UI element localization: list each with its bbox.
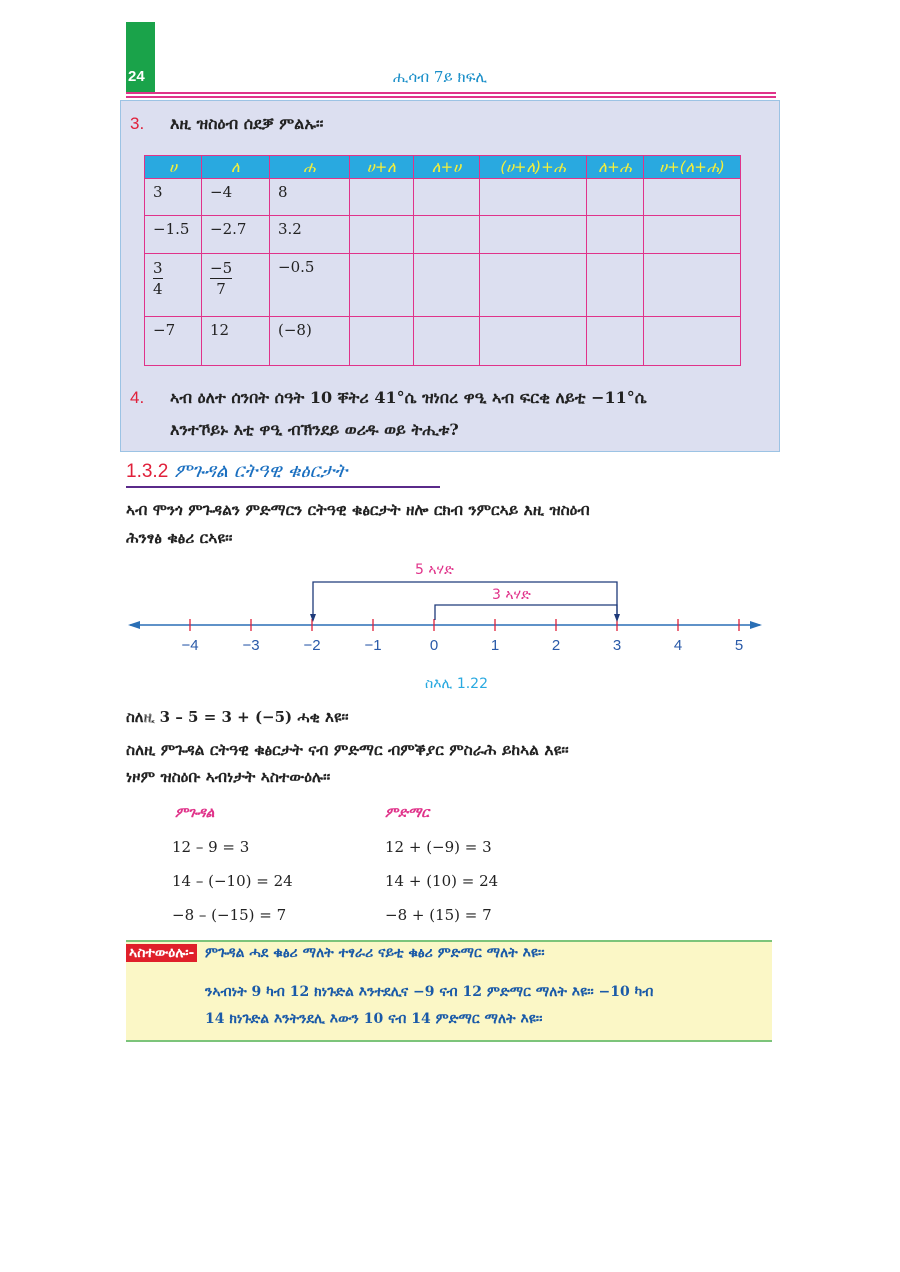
question-number: 4. <box>130 388 145 407</box>
fraction: $\frac{-5}{7}$ <box>210 259 233 298</box>
cell: −4 <box>202 179 270 216</box>
cell: (−8) <box>270 317 350 366</box>
column-header: ሀ+ለ <box>350 156 414 179</box>
cell: 12 <box>202 317 270 366</box>
table-row <box>145 179 741 216</box>
cell: 8 <box>270 179 350 216</box>
tick-label: −4 <box>181 637 199 654</box>
arrow-down-icon <box>310 614 316 622</box>
tick-label: 4 <box>673 637 683 654</box>
table-row <box>145 216 741 254</box>
section-number: 1.3.2 <box>126 461 169 482</box>
column-header: ሀ <box>145 156 202 179</box>
addition-heading: ምድማር <box>385 805 429 821</box>
page-number: 24 <box>128 68 145 85</box>
addition-example: −8 + (15) = 7 <box>385 906 492 924</box>
cell: −2.7 <box>202 216 270 254</box>
cell: −1.5 <box>145 216 202 254</box>
table-header-row <box>145 156 741 179</box>
number-line-figure <box>0 550 900 700</box>
column-header: ለ <box>202 156 270 179</box>
column-header: ሐ <box>270 156 350 179</box>
header-rule <box>126 92 776 94</box>
tick-label: −2 <box>303 637 321 654</box>
bracket-3-units <box>435 605 617 620</box>
label-5-units: 5 ኣሃድ <box>415 562 454 578</box>
note-label: ኣስተውዕሉ፡- <box>126 944 197 962</box>
paragraph: ነዞም ዝስዕቡ ኣብነታት ኣስተውዕሉ፡፡ <box>126 767 331 786</box>
subtraction-example: 12 – 9 = 3 <box>172 838 250 856</box>
tick-label: 1 <box>490 637 500 654</box>
cell: 3.2 <box>270 216 350 254</box>
note-text: ንኣብነት 9 ካብ 12 ክነጉድል እንተደሊና −9 ናብ 12 ምድማር ማለት እዩ፡፡ −10 ካብ <box>205 984 654 1000</box>
question-text: እንተኾይኑ እቲ ዋዒ ብኽንደይ ወሪዱ ወይ ትሒቱ? <box>170 420 459 439</box>
arrow-right-icon <box>750 621 762 629</box>
cell: 3 <box>145 179 202 216</box>
tick-label: 5 <box>734 637 744 654</box>
tick-label: −3 <box>242 637 260 654</box>
question-text: ኣብ ዕለተ ሰንበት ሰዓት 10 ቐትሪ 41°ሴ ዝነበረ ዋዒ ኣብ ፍርቂ ለይቲ −11°ሴ <box>170 388 647 407</box>
cell: −7 <box>145 317 202 366</box>
column-header: (ሀ+ለ)+ሐ <box>480 156 587 179</box>
note-text: 14 ክነጉድል እንትንደሊ እውን 10 ናብ 14 ምድማር ማለት እዩ፡፡ <box>205 1011 543 1027</box>
paragraph: ኣብ ሞንጎ ምጉዳልን ምድማርን ርትዓዊ ቁፅርታት ዘሎ ርክብ ንምርኣይ እዚ ዝስዕብ <box>126 500 590 519</box>
section-underline <box>126 486 440 488</box>
table-row <box>145 254 741 317</box>
fraction: $\frac{3}{4}$ <box>153 259 163 298</box>
section-title: ምጉዳል ርትዓዊ ቁፅርታት <box>174 460 348 482</box>
cell <box>145 254 202 317</box>
header-title: ሒሳብ 7ይ ክፍሊ <box>392 68 488 86</box>
question-text: እዚ ዝስዕብ ሰደቓ ምልኡ፡፡ <box>170 114 324 133</box>
column-header: ለ+ሀ <box>414 156 480 179</box>
label-3-units: 3 ኣሃድ <box>492 587 531 603</box>
tick-label: 3 <box>612 637 622 654</box>
column-header: ለ+ሐ <box>587 156 644 179</box>
tick-label: 0 <box>429 637 439 654</box>
subtraction-example: −8 – (−15) = 7 <box>172 906 287 924</box>
exercise-table <box>144 155 741 366</box>
statement: ስለዚ 3 – 5 = 3 + (−5) ሓቂ እዩ፡፡ <box>126 708 349 726</box>
header-rule <box>126 96 776 98</box>
table-row <box>145 317 741 366</box>
paragraph: ሕንፃፅ ቁፅሪ ርኣዩ፡፡ <box>126 528 233 547</box>
cell: −0.5 <box>270 254 350 317</box>
bracket-5-units <box>313 582 617 620</box>
figure-caption: ስእሊ 1.22 <box>425 676 488 692</box>
arrow-left-icon <box>128 621 140 629</box>
section-heading <box>126 460 347 483</box>
note-text: ምጉዳል ሓደ ቁፅሪ ማለት ተፃራሪ ናይቲ ቁፅሪ ምድማር ማለት እዩ፡፡ <box>205 945 545 961</box>
addition-example: 12 + (−9) = 3 <box>385 838 492 856</box>
column-header: ሀ+(ለ+ሐ) <box>644 156 741 179</box>
addition-example: 14 + (10) = 24 <box>385 872 499 890</box>
tick-label: 2 <box>551 637 561 654</box>
tick-label: −1 <box>364 637 382 654</box>
subtraction-heading: ምጉዳል <box>175 805 215 821</box>
paragraph: ስለዚ ምጉዳል ርትዓዊ ቁፅርታት ናብ ምድማር ብምቕያር ምስራሕ ይከኣል እዩ፡፡ <box>126 740 569 759</box>
arrow-down-icon <box>614 614 620 622</box>
question-number: 3. <box>130 114 145 133</box>
cell <box>202 254 270 317</box>
subtraction-example: 14 – (−10) = 24 <box>172 872 293 890</box>
